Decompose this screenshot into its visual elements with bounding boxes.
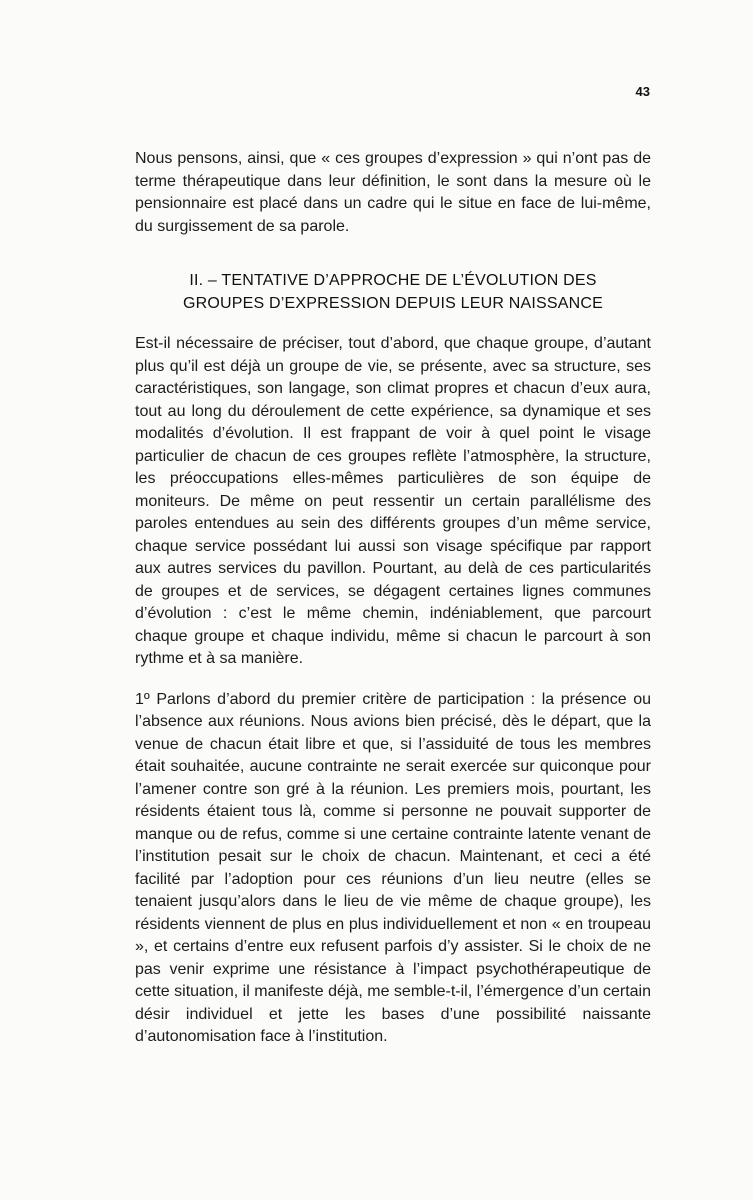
paragraph-2: Est-il nécessaire de préciser, tout d’abord, que chaque groupe, d’autant plus qu’il est déjà un groupe de vie, se présente, avec sa structure, ses caractéristiques, son langage, son climat propres et chacun d’eux aura, tout au long du déroulement de cette expérience, sa dynamique et ses modalités d’évolution. Il est frappant de voir à quel point le visage particulier de chacun de ces groupes reflète l’atmosphère, la structure, les préoccupations elles-mêmes particulières de son équipe de moniteurs. De même on peut ressentir un certain parallélisme des paroles entendues au sein des différents groupes d’un même service, chaque service possédant lui aussi son visage spécifique par rapport aux autres services du pavillon. Pourtant, au delà de ces particularités de groupes et de services, se dégagent certaines lignes communes d’évolution : c’est le même chemin, indéniablement, que parcourt chaque groupe et chaque individu, même si chacun le parcourt à son rythme et à sa manière. (135, 335, 651, 667)
page-text (135, 148, 651, 1049)
section-heading (135, 270, 651, 315)
paragraph-1: Nous pensons, ainsi, que « ces groupes d’expression » qui n’ont pas de terme thérapeutique dans leur définition, le sont dans la mesure où le pensionnaire est placé dans un cadre qui le situe en face de lui-même, du surgissement de sa parole. (135, 150, 651, 235)
heading-line-2: GROUPES D’EXPRESSION DEPUIS LEUR NAISSANCE (182, 294, 604, 312)
heading-line-1: II. – TENTATIVE D’APPROCHE DE L’ÉVOLUTION DES (189, 272, 597, 289)
page-number: 43 (635, 84, 650, 99)
paragraph-3: 1º Parlons d’abord du premier critère de participation : la présence ou l’absence aux réunions. Nous avions bien précisé, dès le départ, que la venue de chacun était libre et que, si l’assiduité de tous les membres était souhaitée, aucune contrainte ne serait exercée sur quiconque pour l’amener contre son gré à la réunion. Les premiers mois, pourtant, les résidents étaient tous là, comme si personne ne pouvait supporter de manque ou de refus, comme si une certaine contrainte latente venant de l’institution pesait sur le choix de chacun. Maintenant, et ceci a été facilité par l’adoption pour ces réunions d’un lieu neutre (elles se tenaient jusqu’alors dans le lieu de vie même de chaque groupe), les résidents viennent de plus en plus individuellement et non « en troupeau », et certains d’entre eux refusent parfois d’y assister. Si le choix de ne pas venir exprime une résistance à l’impact psychothérapeutique de cette situation, il manifeste déjà, me semble-t-il, l’émergence d’un certain désir individuel et jette les bases d’une possibilité naissante d’autonomisation face à l’institution. (135, 690, 651, 1045)
